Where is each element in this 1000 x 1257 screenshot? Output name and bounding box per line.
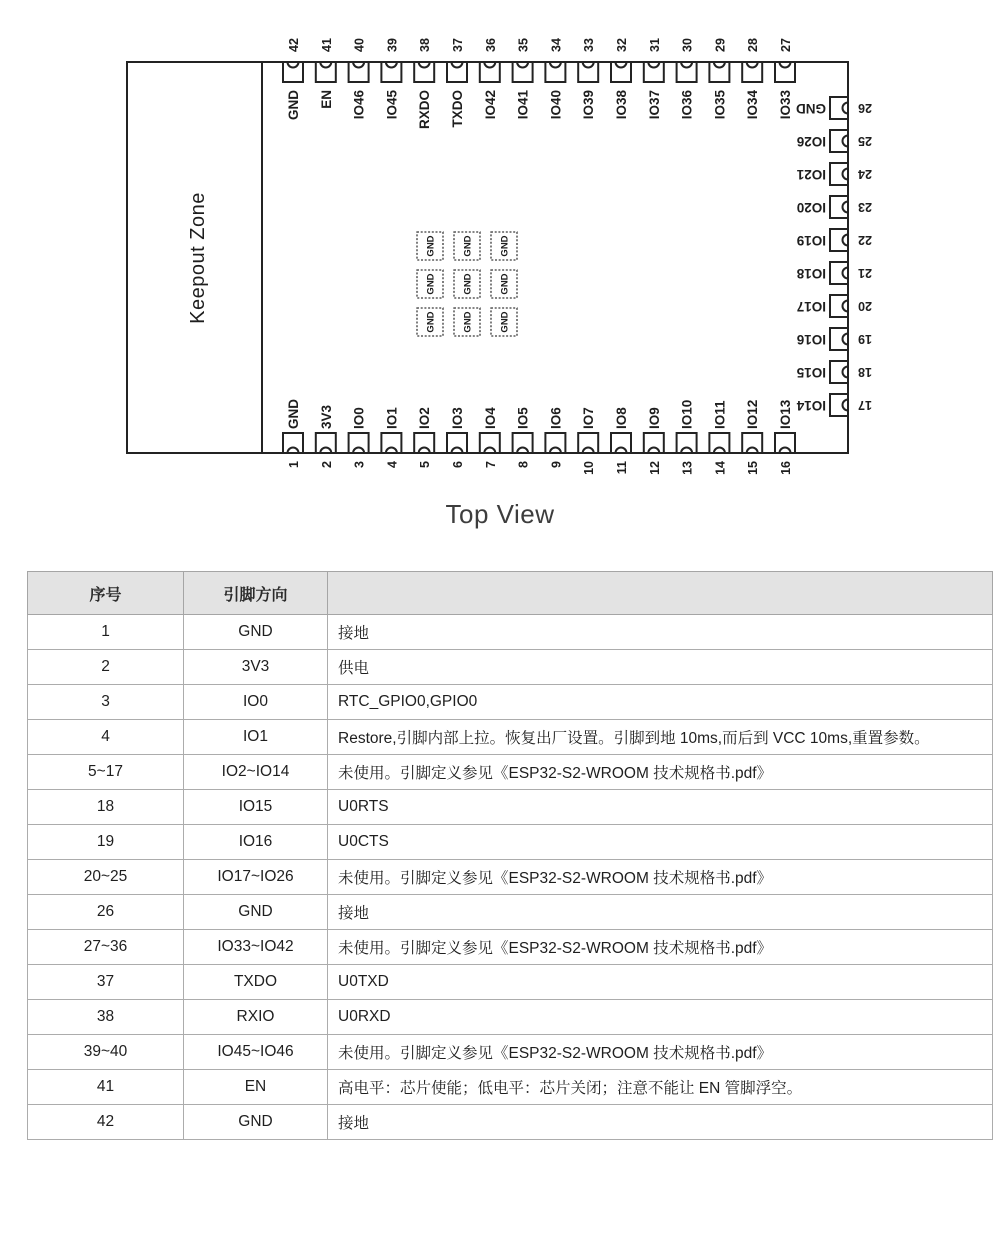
pin-2-label: 3V3 xyxy=(318,404,334,429)
cell-pin-name: GND xyxy=(184,895,328,930)
pin-30-label: IO36 xyxy=(679,90,695,120)
table-row xyxy=(28,1105,993,1140)
pin-24-number: 24 xyxy=(858,167,872,181)
cell-pin-number: 1 xyxy=(28,615,184,650)
pin-definition-table-wrap xyxy=(27,571,993,1140)
pin-4-pad xyxy=(381,433,401,453)
pin-26-pad xyxy=(830,97,848,119)
pin-20-pad xyxy=(830,295,848,317)
pin-24-pad xyxy=(830,163,848,185)
pin-33-pad xyxy=(578,62,598,82)
cell-pin-number: 20~25 xyxy=(28,860,184,895)
pin-29-label: IO35 xyxy=(712,90,728,120)
pin-39-label: IO45 xyxy=(384,90,400,120)
table-row xyxy=(28,895,993,930)
table-row xyxy=(28,685,993,720)
pin-15-label: IO12 xyxy=(745,399,761,429)
pin-23-pad xyxy=(830,196,848,218)
cell-pin-description: 接地 xyxy=(328,615,993,650)
header-pin-number: 序号 xyxy=(28,572,184,615)
pin-19-pad xyxy=(830,328,848,350)
pin-7-label: IO4 xyxy=(482,407,498,429)
cell-pin-name: IO33~IO42 xyxy=(184,930,328,965)
cell-pin-name: IO0 xyxy=(184,685,328,720)
table-header-row xyxy=(28,572,993,615)
pin-17-number: 17 xyxy=(858,398,872,412)
pin-27-number: 27 xyxy=(779,38,793,52)
pin-32-number: 32 xyxy=(615,38,629,52)
pin-3-number: 3 xyxy=(352,461,367,468)
pin-7-number: 7 xyxy=(483,461,498,468)
pin-7-pad xyxy=(480,433,500,453)
cell-pin-description: 供电 xyxy=(328,650,993,685)
cell-pin-description: U0TXD xyxy=(328,965,993,1000)
pin-37-label: TXDO xyxy=(450,90,465,128)
pin-31-number: 31 xyxy=(647,38,662,52)
pin-3-label: IO0 xyxy=(351,407,367,429)
pin-37-pad xyxy=(447,62,467,82)
pin-28-label: IO34 xyxy=(745,90,761,120)
header-pin-direction: 引脚方向 xyxy=(184,572,328,615)
cell-pin-name: EN xyxy=(184,1070,328,1105)
pin-9-label: IO6 xyxy=(548,407,564,429)
cell-pin-number: 27~36 xyxy=(28,930,184,965)
pin-1-label: GND xyxy=(286,399,301,429)
pin-36-label: IO42 xyxy=(482,90,498,120)
table-row xyxy=(28,1035,993,1070)
pin-40-number: 40 xyxy=(352,38,367,52)
pin-12-pad xyxy=(644,433,664,453)
cell-pin-description: 接地 xyxy=(328,1105,993,1140)
table-row xyxy=(28,615,993,650)
table-row xyxy=(28,720,993,755)
pin-33-label: IO39 xyxy=(581,90,597,120)
cell-pin-name: IO45~IO46 xyxy=(184,1035,328,1070)
pin-11-number: 11 xyxy=(615,461,629,475)
pin-36-pad xyxy=(480,62,500,82)
pin-5-label: IO2 xyxy=(417,407,433,429)
table-row xyxy=(28,1000,993,1035)
pin-2-number: 2 xyxy=(319,461,334,468)
pin-23-label: IO20 xyxy=(796,200,826,215)
cell-pin-number: 19 xyxy=(28,825,184,860)
pin-27-pad xyxy=(775,62,795,82)
pin-8-pad xyxy=(513,433,533,453)
pin-16-label: IO13 xyxy=(778,399,793,429)
pin-15-number: 15 xyxy=(746,461,761,475)
pin-17-label: IO14 xyxy=(796,398,826,413)
pin-32-label: IO38 xyxy=(614,90,629,120)
cell-pin-description: U0CTS xyxy=(328,825,993,860)
gnd-pad-label: GND xyxy=(425,311,437,333)
pin-18-pad xyxy=(830,361,848,383)
table-row xyxy=(28,790,993,825)
pin-22-label: IO19 xyxy=(796,233,826,248)
table-row xyxy=(28,650,993,685)
cell-pin-name: IO15 xyxy=(184,790,328,825)
pin-6-number: 6 xyxy=(451,461,465,468)
gnd-pad-label: GND xyxy=(499,311,511,333)
pin-13-number: 13 xyxy=(680,461,695,475)
pin-15-pad xyxy=(742,433,762,453)
pin-22-pad xyxy=(830,229,848,251)
pin-16-number: 16 xyxy=(779,461,793,475)
pin-37-number: 37 xyxy=(451,38,465,52)
table-row xyxy=(28,965,993,1000)
pin-19-number: 19 xyxy=(858,332,872,346)
pin-13-label: IO10 xyxy=(679,399,695,429)
pin-34-pad xyxy=(545,62,565,82)
cell-pin-name: GND xyxy=(184,1105,328,1140)
table-row xyxy=(28,1070,993,1105)
pin-35-number: 35 xyxy=(516,38,531,52)
pin-26-label: GND xyxy=(796,101,826,116)
pinout-diagram xyxy=(0,0,1000,560)
pin-14-number: 14 xyxy=(713,461,728,475)
pin-21-pad xyxy=(830,262,848,284)
pin-1-number: 1 xyxy=(287,461,301,468)
pin-11-pad xyxy=(611,433,631,453)
pin-26-number: 26 xyxy=(858,101,872,115)
pin-6-label: IO3 xyxy=(450,407,465,429)
keepout-zone-label: Keepout Zone xyxy=(187,192,209,324)
cell-pin-name: RXIO xyxy=(184,1000,328,1035)
pin-32-pad xyxy=(611,62,631,82)
pin-38-label: RXDO xyxy=(417,90,433,130)
pin-12-number: 12 xyxy=(647,461,662,475)
cell-pin-number: 26 xyxy=(28,895,184,930)
pin-6-pad xyxy=(447,433,467,453)
table-row xyxy=(28,825,993,860)
pin-4-label: IO1 xyxy=(384,407,400,429)
cell-pin-number: 4 xyxy=(28,720,184,755)
pin-29-pad xyxy=(709,62,729,82)
cell-pin-name: IO17~IO26 xyxy=(184,860,328,895)
cell-pin-description: 高电平：芯片使能；低电平：芯片关闭；注意不能让 EN 管脚浮空。 xyxy=(328,1070,993,1105)
cell-pin-description: 未使用。引脚定义参见《ESP32-S2-WROOM 技术规格书.pdf》 xyxy=(328,930,993,965)
pin-2-pad xyxy=(316,433,336,453)
pin-18-label: IO15 xyxy=(796,365,826,380)
gnd-pad-label: GND xyxy=(462,235,474,257)
cell-pin-description: Restore,引脚内部上拉。恢复出厂设置。引脚到地 10ms,而后到 VCC 10ms,重置参数。 xyxy=(328,720,993,755)
pin-25-number: 25 xyxy=(858,134,872,148)
pin-35-label: IO41 xyxy=(515,90,531,120)
top-view-label: Top View xyxy=(445,499,555,529)
cell-pin-number: 39~40 xyxy=(28,1035,184,1070)
pin-39-pad xyxy=(381,62,401,82)
pin-10-number: 10 xyxy=(582,461,597,475)
cell-pin-number: 3 xyxy=(28,685,184,720)
pin-9-number: 9 xyxy=(549,461,564,468)
pin-42-label: GND xyxy=(286,90,301,120)
cell-pin-number: 18 xyxy=(28,790,184,825)
table-row xyxy=(28,755,993,790)
pin-31-label: IO37 xyxy=(646,90,662,120)
pin-41-label: EN xyxy=(318,90,334,109)
table-row xyxy=(28,860,993,895)
cell-pin-description: 接地 xyxy=(328,895,993,930)
pin-30-number: 30 xyxy=(680,38,695,52)
gnd-pad-label: GND xyxy=(425,273,437,295)
pin-31-pad xyxy=(644,62,664,82)
pin-5-number: 5 xyxy=(418,461,433,468)
pin-19-label: IO16 xyxy=(796,332,826,347)
pin-41-pad xyxy=(316,62,336,82)
gnd-pad-label: GND xyxy=(425,235,437,257)
cell-pin-description: U0RTS xyxy=(328,790,993,825)
pin-10-label: IO7 xyxy=(581,407,597,429)
pin-11-label: IO8 xyxy=(614,407,629,429)
cell-pin-name: IO1 xyxy=(184,720,328,755)
pin-17-pad xyxy=(830,394,848,416)
gnd-pad-label: GND xyxy=(462,273,474,295)
cell-pin-name: TXDO xyxy=(184,965,328,1000)
pin-27-label: IO33 xyxy=(778,90,793,120)
header-pin-description xyxy=(328,572,993,615)
pin-28-pad xyxy=(742,62,762,82)
pin-36-number: 36 xyxy=(483,38,498,52)
pin-3-pad xyxy=(349,433,369,453)
pin-18-number: 18 xyxy=(858,365,872,379)
pin-21-number: 21 xyxy=(858,266,872,280)
pin-40-label: IO46 xyxy=(351,90,367,120)
cell-pin-name: IO16 xyxy=(184,825,328,860)
cell-pin-name: 3V3 xyxy=(184,650,328,685)
pin-25-pad xyxy=(830,130,848,152)
pin-22-number: 22 xyxy=(858,233,872,247)
pin-39-number: 39 xyxy=(385,38,400,52)
pin-24-label: IO21 xyxy=(796,167,826,182)
pin-14-label: IO11 xyxy=(712,400,728,429)
pin-13-pad xyxy=(677,433,697,453)
cell-pin-number: 41 xyxy=(28,1070,184,1105)
pin-14-pad xyxy=(709,433,729,453)
pin-30-pad xyxy=(677,62,697,82)
pin-42-pad xyxy=(283,62,303,82)
pin-35-pad xyxy=(513,62,533,82)
pin-8-number: 8 xyxy=(516,461,531,468)
pin-12-label: IO9 xyxy=(646,407,662,429)
pin-29-number: 29 xyxy=(713,38,728,52)
cell-pin-number: 42 xyxy=(28,1105,184,1140)
pin-33-number: 33 xyxy=(582,38,597,52)
pin-41-number: 41 xyxy=(319,38,334,52)
cell-pin-description: RTC_GPIO0,GPIO0 xyxy=(328,685,993,720)
cell-pin-description: 未使用。引脚定义参见《ESP32-S2-WROOM 技术规格书.pdf》 xyxy=(328,755,993,790)
pin-34-number: 34 xyxy=(549,38,564,52)
cell-pin-description: 未使用。引脚定义参见《ESP32-S2-WROOM 技术规格书.pdf》 xyxy=(328,1035,993,1070)
cell-pin-description: 未使用。引脚定义参见《ESP32-S2-WROOM 技术规格书.pdf》 xyxy=(328,860,993,895)
pin-34-label: IO40 xyxy=(548,90,564,120)
pin-20-label: IO17 xyxy=(796,299,826,314)
cell-pin-number: 2 xyxy=(28,650,184,685)
cell-pin-description: U0RXD xyxy=(328,1000,993,1035)
pin-42-number: 42 xyxy=(287,38,301,52)
pin-38-pad xyxy=(414,62,434,82)
pin-16-pad xyxy=(775,433,795,453)
pin-20-number: 20 xyxy=(858,299,872,313)
pin-40-pad xyxy=(349,62,369,82)
cell-pin-name: GND xyxy=(184,615,328,650)
pin-definition-table xyxy=(27,571,993,1140)
pin-28-number: 28 xyxy=(746,38,761,52)
pin-23-number: 23 xyxy=(858,200,872,214)
pin-5-pad xyxy=(414,433,434,453)
gnd-pad-label: GND xyxy=(462,311,474,333)
cell-pin-number: 37 xyxy=(28,965,184,1000)
cell-pin-number: 5~17 xyxy=(28,755,184,790)
cell-pin-name: IO2~IO14 xyxy=(184,755,328,790)
pin-9-pad xyxy=(545,433,565,453)
pin-10-pad xyxy=(578,433,598,453)
pin-25-label: IO26 xyxy=(796,134,826,149)
pin-4-number: 4 xyxy=(385,461,400,468)
module-outline xyxy=(127,62,848,453)
cell-pin-number: 38 xyxy=(28,1000,184,1035)
pin-21-label: IO18 xyxy=(796,266,826,281)
gnd-pad-label: GND xyxy=(499,235,511,257)
gnd-pad-label: GND xyxy=(499,273,511,295)
pin-8-label: IO5 xyxy=(515,407,531,429)
pin-38-number: 38 xyxy=(418,38,433,52)
table-row xyxy=(28,930,993,965)
pin-1-pad xyxy=(283,433,303,453)
